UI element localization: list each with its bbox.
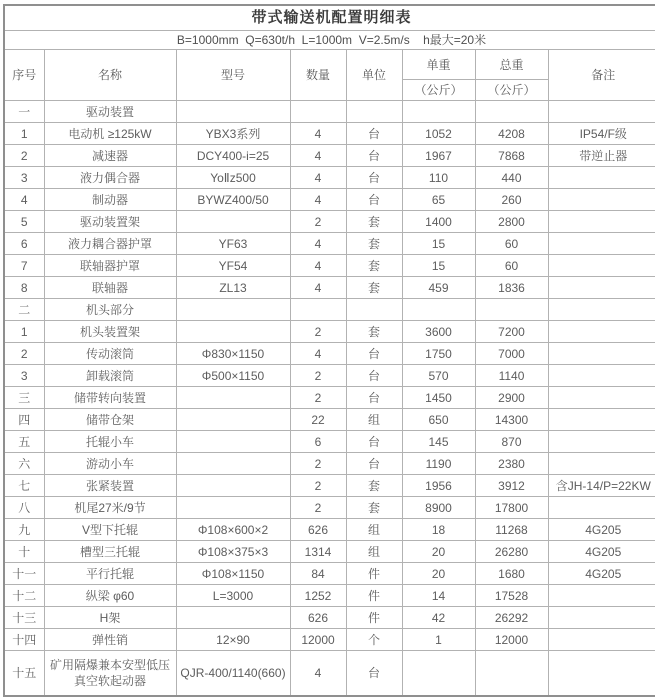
cell-no: 十五 — [4, 651, 44, 696]
cell-unit-weight: 20 — [402, 563, 475, 585]
cell-remark: 带逆止器 — [548, 145, 655, 167]
table-row — [4, 541, 655, 563]
cell-remark — [548, 343, 655, 365]
cell-unit-weight: 20 — [402, 541, 475, 563]
cell-no: 五 — [4, 431, 44, 453]
cell-no: 九 — [4, 519, 44, 541]
cell-qty: 4 — [290, 123, 346, 145]
cell-qty: 2 — [290, 321, 346, 343]
col-header-no: 序号 — [4, 50, 44, 101]
cell-model — [176, 101, 290, 123]
cell-name: 液力耦合器护罩 — [44, 233, 176, 255]
cell-total-weight: 4208 — [475, 123, 548, 145]
table-row — [4, 321, 655, 343]
cell-total-weight: 26280 — [475, 541, 548, 563]
cell-model: ZL13 — [176, 277, 290, 299]
cell-remark — [548, 409, 655, 431]
cell-unit: 套 — [346, 255, 402, 277]
cell-name: 驱动装置架 — [44, 211, 176, 233]
cell-unit: 台 — [346, 343, 402, 365]
cell-remark — [548, 365, 655, 387]
cell-remark — [548, 277, 655, 299]
cell-name: 储带转向装置 — [44, 387, 176, 409]
cell-unit-weight: 14 — [402, 585, 475, 607]
cell-unit: 组 — [346, 409, 402, 431]
col-header-qty: 数量 — [290, 50, 346, 101]
cell-no: 2 — [4, 343, 44, 365]
cell-qty: 1252 — [290, 585, 346, 607]
cell-name: 机尾27米/9节 — [44, 497, 176, 519]
cell-unit-weight: 1190 — [402, 453, 475, 475]
cell-remark — [548, 387, 655, 409]
cell-qty: 4 — [290, 145, 346, 167]
col-header-total-weight: 总重 — [475, 50, 548, 80]
cell-name: V型下托辊 — [44, 519, 176, 541]
cell-model: L=3000 — [176, 585, 290, 607]
cell-total-weight: 14300 — [475, 409, 548, 431]
cell-total-weight: 11268 — [475, 519, 548, 541]
cell-no: 1 — [4, 123, 44, 145]
title-row — [4, 5, 655, 31]
cell-qty: 2 — [290, 475, 346, 497]
table-row — [4, 255, 655, 277]
cell-total-weight — [475, 101, 548, 123]
cell-unit-weight: 1 — [402, 629, 475, 651]
col-header-unit-weight: 单重 — [402, 50, 475, 80]
cell-unit-weight: 3600 — [402, 321, 475, 343]
cell-unit: 组 — [346, 541, 402, 563]
cell-model — [176, 431, 290, 453]
cell-total-weight: 7200 — [475, 321, 548, 343]
cell-name: 联轴器 — [44, 277, 176, 299]
cell-unit-weight — [402, 101, 475, 123]
cell-model: DCY400-i=25 — [176, 145, 290, 167]
cell-name: H架 — [44, 607, 176, 629]
params-row — [4, 31, 655, 50]
cell-name: 减速器 — [44, 145, 176, 167]
cell-remark: 4G205 — [548, 563, 655, 585]
cell-unit: 套 — [346, 321, 402, 343]
cell-qty: 2 — [290, 387, 346, 409]
cell-qty: 84 — [290, 563, 346, 585]
cell-unit-weight: 42 — [402, 607, 475, 629]
cell-unit-weight: 145 — [402, 431, 475, 453]
cell-remark: IP54/F级 — [548, 123, 655, 145]
cell-total-weight: 2380 — [475, 453, 548, 475]
cell-unit: 台 — [346, 189, 402, 211]
cell-no: 一 — [4, 101, 44, 123]
col-header-unit: 单位 — [346, 50, 402, 101]
table-row — [4, 387, 655, 409]
cell-name: 液力偶合器 — [44, 167, 176, 189]
cell-qty — [290, 299, 346, 321]
cell-unit: 件 — [346, 585, 402, 607]
cell-unit: 套 — [346, 475, 402, 497]
cell-model: QJR-400/1140(660) — [176, 651, 290, 696]
table-row — [4, 585, 655, 607]
cell-no: 八 — [4, 497, 44, 519]
cell-unit-weight: 650 — [402, 409, 475, 431]
cell-remark — [548, 629, 655, 651]
table-row — [4, 101, 655, 123]
cell-unit: 个 — [346, 629, 402, 651]
cell-no: 十四 — [4, 629, 44, 651]
cell-model: BYWZ400/50 — [176, 189, 290, 211]
cell-remark — [548, 585, 655, 607]
cell-name: 槽型三托辊 — [44, 541, 176, 563]
cell-remark: 含JH-14/P=22KW — [548, 475, 655, 497]
cell-remark — [548, 607, 655, 629]
cell-unit-weight: 1450 — [402, 387, 475, 409]
col-header-model: 型号 — [176, 50, 290, 101]
cell-unit-weight: 1750 — [402, 343, 475, 365]
table-row — [4, 497, 655, 519]
cell-unit — [346, 101, 402, 123]
cell-name: 卸载滚筒 — [44, 365, 176, 387]
cell-model: 12×90 — [176, 629, 290, 651]
table-row — [4, 519, 655, 541]
cell-qty: 22 — [290, 409, 346, 431]
cell-unit-weight: 15 — [402, 233, 475, 255]
cell-total-weight: 260 — [475, 189, 548, 211]
cell-total-weight: 17800 — [475, 497, 548, 519]
cell-no: 十一 — [4, 563, 44, 585]
cell-unit: 台 — [346, 123, 402, 145]
cell-qty: 4 — [290, 189, 346, 211]
cell-name: 机头部分 — [44, 299, 176, 321]
cell-unit-weight: 15 — [402, 255, 475, 277]
table-title: 带式输送机配置明细表 — [4, 5, 655, 31]
cell-name: 纵梁 φ60 — [44, 585, 176, 607]
cell-qty: 2 — [290, 497, 346, 519]
cell-unit: 台 — [346, 167, 402, 189]
cell-remark — [548, 453, 655, 475]
cell-unit: 台 — [346, 145, 402, 167]
cell-unit: 台 — [346, 365, 402, 387]
cell-unit: 套 — [346, 233, 402, 255]
cell-model — [176, 497, 290, 519]
cell-unit: 件 — [346, 607, 402, 629]
cell-remark — [548, 431, 655, 453]
cell-total-weight: 12000 — [475, 629, 548, 651]
cell-unit-weight: 1956 — [402, 475, 475, 497]
cell-model — [176, 607, 290, 629]
cell-model: Φ108×600×2 — [176, 519, 290, 541]
cell-unit-weight: 8900 — [402, 497, 475, 519]
cell-qty: 626 — [290, 607, 346, 629]
cell-no: 七 — [4, 475, 44, 497]
table-row — [4, 607, 655, 629]
cell-qty: 626 — [290, 519, 346, 541]
cell-model — [176, 453, 290, 475]
cell-name: 游动小车 — [44, 453, 176, 475]
cell-name: 矿用隔爆兼本安型低压真空软起动器 — [44, 651, 176, 696]
cell-unit-weight: 1400 — [402, 211, 475, 233]
cell-remark — [548, 189, 655, 211]
table-body — [4, 101, 655, 696]
cell-qty: 4 — [290, 255, 346, 277]
col-header-name: 名称 — [44, 50, 176, 101]
cell-remark — [548, 101, 655, 123]
cell-no: 7 — [4, 255, 44, 277]
cell-total-weight: 2800 — [475, 211, 548, 233]
cell-total-weight — [475, 299, 548, 321]
table-row — [4, 145, 655, 167]
table-row — [4, 189, 655, 211]
cell-no: 二 — [4, 299, 44, 321]
cell-no: 十 — [4, 541, 44, 563]
cell-qty: 4 — [290, 277, 346, 299]
cell-unit-weight: 570 — [402, 365, 475, 387]
cell-name: 电动机 ≥125kW — [44, 123, 176, 145]
cell-model: YBX3系列 — [176, 123, 290, 145]
table-row — [4, 365, 655, 387]
cell-remark — [548, 321, 655, 343]
cell-unit-weight: 1967 — [402, 145, 475, 167]
cell-unit: 件 — [346, 563, 402, 585]
table-row — [4, 299, 655, 321]
table-row — [4, 453, 655, 475]
cell-model: Φ830×1150 — [176, 343, 290, 365]
cell-model: YoⅡz500 — [176, 167, 290, 189]
cell-model: Φ108×1150 — [176, 563, 290, 585]
cell-model: YF54 — [176, 255, 290, 277]
table-row — [4, 123, 655, 145]
cell-total-weight: 60 — [475, 233, 548, 255]
table-row — [4, 629, 655, 651]
cell-model: YF63 — [176, 233, 290, 255]
conveyor-spec-table — [3, 4, 655, 697]
cell-model — [176, 299, 290, 321]
table-row — [4, 211, 655, 233]
cell-unit: 台 — [346, 453, 402, 475]
cell-total-weight: 3912 — [475, 475, 548, 497]
cell-qty: 1314 — [290, 541, 346, 563]
cell-name: 传动滚筒 — [44, 343, 176, 365]
cell-unit-weight — [402, 299, 475, 321]
cell-total-weight: 7000 — [475, 343, 548, 365]
cell-name: 制动器 — [44, 189, 176, 211]
cell-total-weight: 7868 — [475, 145, 548, 167]
cell-remark: 4G205 — [548, 541, 655, 563]
total-weight-kg-label: （公斤） — [475, 80, 548, 101]
cell-remark — [548, 497, 655, 519]
cell-remark — [548, 167, 655, 189]
cell-total-weight: 440 — [475, 167, 548, 189]
col-header-remark: 备注 — [548, 50, 655, 101]
cell-model: Φ108×375×3 — [176, 541, 290, 563]
cell-qty: 4 — [290, 233, 346, 255]
cell-unit — [346, 299, 402, 321]
cell-no: 5 — [4, 211, 44, 233]
cell-qty: 4 — [290, 651, 346, 696]
cell-no: 3 — [4, 365, 44, 387]
table-row — [4, 277, 655, 299]
cell-model — [176, 211, 290, 233]
cell-qty: 2 — [290, 453, 346, 475]
cell-name: 储带仓架 — [44, 409, 176, 431]
cell-unit: 台 — [346, 431, 402, 453]
cell-remark — [548, 211, 655, 233]
cell-model — [176, 409, 290, 431]
cell-name: 机头装置架 — [44, 321, 176, 343]
cell-model — [176, 387, 290, 409]
cell-no: 8 — [4, 277, 44, 299]
cell-remark — [548, 233, 655, 255]
cell-total-weight: 1140 — [475, 365, 548, 387]
spec-params: B=1000mm Q=630t/h L=1000m V=2.5m/s h最大=20米 — [4, 31, 655, 50]
cell-remark — [548, 299, 655, 321]
cell-name: 托辊小车 — [44, 431, 176, 453]
cell-unit-weight: 18 — [402, 519, 475, 541]
cell-no: 6 — [4, 233, 44, 255]
table-row — [4, 475, 655, 497]
cell-unit: 台 — [346, 387, 402, 409]
header-row — [4, 50, 655, 80]
cell-model — [176, 475, 290, 497]
cell-qty: 2 — [290, 211, 346, 233]
cell-qty: 4 — [290, 167, 346, 189]
cell-unit-weight: 110 — [402, 167, 475, 189]
cell-qty: 2 — [290, 365, 346, 387]
table-row — [4, 409, 655, 431]
cell-unit: 台 — [346, 651, 402, 696]
cell-name: 张紧装置 — [44, 475, 176, 497]
cell-total-weight: 26292 — [475, 607, 548, 629]
cell-unit: 套 — [346, 211, 402, 233]
table-row — [4, 563, 655, 585]
cell-unit: 套 — [346, 497, 402, 519]
table-row — [4, 167, 655, 189]
cell-no: 六 — [4, 453, 44, 475]
cell-no: 1 — [4, 321, 44, 343]
cell-unit: 套 — [346, 277, 402, 299]
cell-name: 联轴器护罩 — [44, 255, 176, 277]
cell-total-weight: 2900 — [475, 387, 548, 409]
cell-no: 3 — [4, 167, 44, 189]
cell-qty: 12000 — [290, 629, 346, 651]
cell-qty — [290, 101, 346, 123]
cell-name: 平行托辊 — [44, 563, 176, 585]
table-row — [4, 343, 655, 365]
cell-no: 三 — [4, 387, 44, 409]
cell-model — [176, 321, 290, 343]
table-row — [4, 431, 655, 453]
cell-no: 十三 — [4, 607, 44, 629]
cell-no: 四 — [4, 409, 44, 431]
cell-total-weight: 60 — [475, 255, 548, 277]
cell-unit-weight: 65 — [402, 189, 475, 211]
cell-name: 驱动装置 — [44, 101, 176, 123]
cell-qty: 6 — [290, 431, 346, 453]
cell-unit-weight: 1052 — [402, 123, 475, 145]
cell-no: 十二 — [4, 585, 44, 607]
table-row — [4, 233, 655, 255]
cell-qty: 4 — [290, 343, 346, 365]
cell-remark: 4G205 — [548, 519, 655, 541]
cell-total-weight: 1836 — [475, 277, 548, 299]
cell-total-weight: 1680 — [475, 563, 548, 585]
cell-model: Φ500×1150 — [176, 365, 290, 387]
cell-unit-weight: 459 — [402, 277, 475, 299]
cell-total-weight: 17528 — [475, 585, 548, 607]
cell-total-weight: 870 — [475, 431, 548, 453]
cell-name: 弹性销 — [44, 629, 176, 651]
unit-weight-kg-label: （公斤） — [402, 80, 475, 101]
cell-unit: 组 — [346, 519, 402, 541]
cell-no: 4 — [4, 189, 44, 211]
cell-no: 2 — [4, 145, 44, 167]
cell-remark — [548, 255, 655, 277]
